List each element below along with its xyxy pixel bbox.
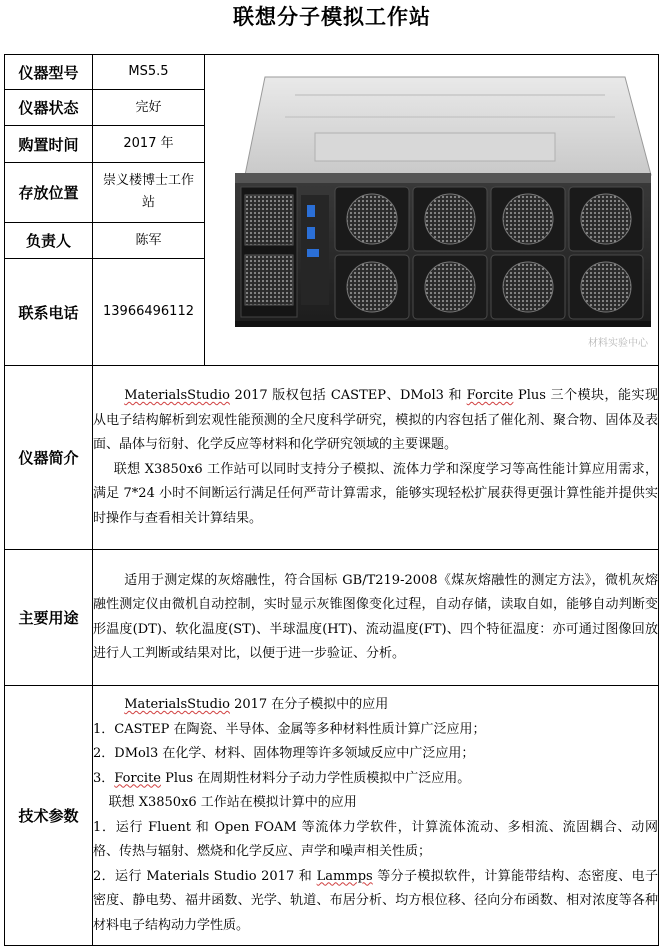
label-technical-params: 技术参数 (5, 686, 93, 946)
label-main-use: 主要用途 (5, 550, 93, 686)
label-phone: 联系电话 (5, 259, 93, 366)
value-location: 崇义楼博士工作站 (93, 162, 205, 222)
label-location: 存放位置 (5, 162, 93, 222)
instrument-photo-cell (205, 55, 659, 366)
params-item-3: 3．Forcite Plus 在周期性材料分子动力学性质模拟中广泛应用。 (93, 770, 471, 786)
label-model: 仪器型号 (5, 55, 93, 90)
intro-paragraph-1: MaterialsStudio 2017 版权包括 CASTEP、DMol3 和 Forcite Plus 三个模块，能实现从电子结构解析到宏观性能预测的全尺度科学研究，模拟的内容包括了催化剂、聚合物、固体及表面、晶体与衍射、化学反应等材料和化学研究领域的主要课题。 (93, 388, 658, 452)
params-item-4: 1．运行 Fluent 和 Open FOAM 等流体力学软件，计算流体流动、多相流、流固耦合、动网格、传热与辐射、燃烧和化学反应、声学和噪声相关性质； (93, 819, 658, 859)
params-item-2: 2．DMol3 在化学、材料、固体物理等许多领域反应中广泛应用； (93, 746, 475, 761)
value-status: 完好 (93, 90, 205, 126)
label-introduction: 仪器简介 (5, 366, 93, 550)
watermark-text: 材料实验中心 (588, 338, 648, 349)
intro-paragraph-2: 联想 X3850x6 工作站可以同时支持分子模拟、流体力学和深度学习等高性能计算应用需求，满足 7*24 小时不间断运行满足任何严苛计算需求，能够实现轻松扩展获得更强计算性能并提供实时操作与查看相关计算结果。 (93, 461, 658, 526)
value-person-in-charge: 陈军 (93, 223, 205, 259)
params-item-5: 2．运行 Materials Studio 2017 和 Lammps 等分子模拟软件，计算能带结构、态密度、电子密度、静电势、福井函数、光学、轨道、布居分析、均方根位移、径向分布函数、相对浓度等各种材料电子结构动力学性质。 (93, 868, 658, 933)
value-purchase-date: 2017 年 (93, 126, 205, 162)
technical-params-text (93, 686, 659, 946)
instrument-sheet (4, 54, 659, 946)
label-person-in-charge: 负责人 (5, 223, 93, 259)
params-heading-2: 联想 X3850x6 工作站在模拟计算中的应用 (108, 795, 357, 810)
params-item-1: 1．CASTEP 在陶瓷、半导体、金属等多种材料性质计算广泛应用； (93, 721, 486, 737)
main-use-text (93, 550, 659, 686)
page-title: 联想分子模拟工作站 (233, 4, 431, 29)
value-phone: 13966496112 (93, 259, 205, 366)
introduction-text (93, 366, 659, 550)
server-rack-photo (205, 55, 660, 365)
label-status: 仪器状态 (5, 90, 93, 126)
usage-paragraph: 适用于测定煤的灰熔融性，符合国标 GB/T219-2008《煤灰熔融性的测定方法》，微机灰熔融性测定仪由微机自动控制，实时显示灰锥图像变化过程，自动存储，读取自如，能够自动判断变形温度(DT)、软化温度(ST)、半球温度(HT)、流动温度(FT)、四个特征温度：亦可通过图像回放进行人工判断或结果对比，以便于进一步验证、分析。 (93, 572, 658, 661)
label-purchase-date: 购置时间 (5, 126, 93, 162)
params-heading-1: MaterialsStudio 2017 在分子模拟中的应用 (124, 697, 389, 712)
value-model: MS5.5 (93, 55, 205, 90)
